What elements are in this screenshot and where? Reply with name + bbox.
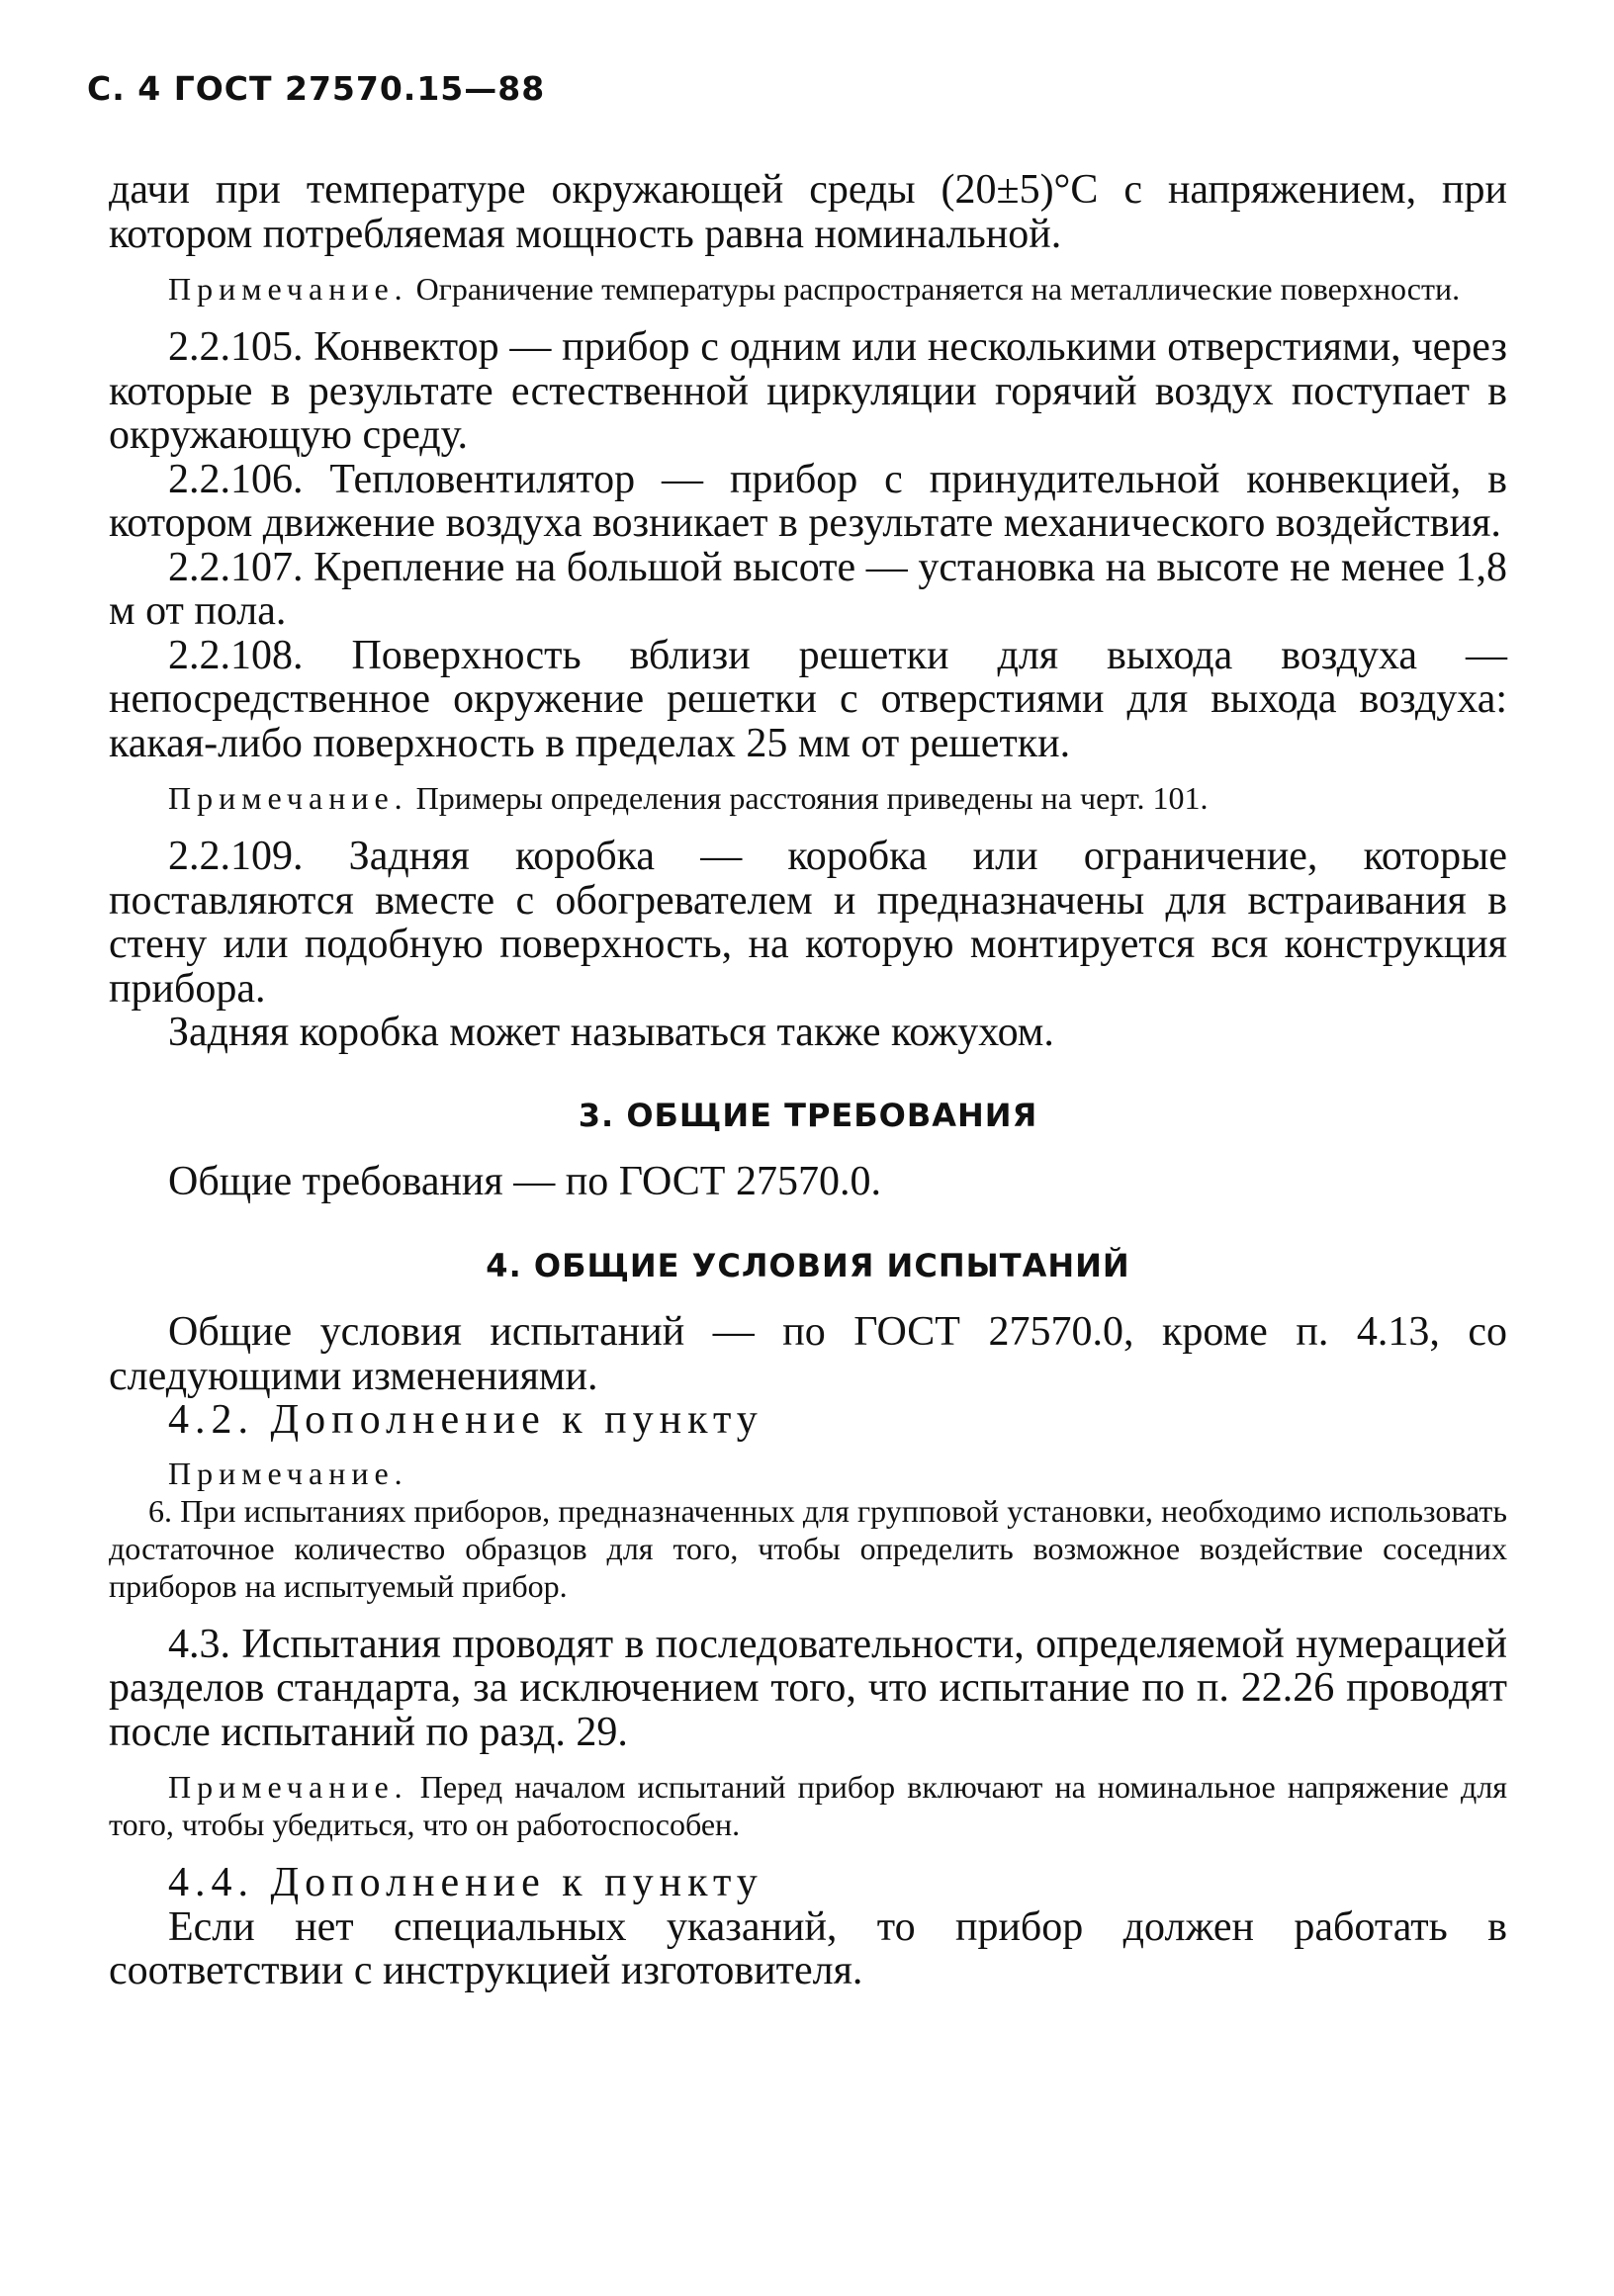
clause-2-2-109: 2.2.109. Задняя коробка — коробка или ограничение, которые поставляются вместе с обогревателем и предназначены для встраивания в стену или подобную поверхность, на которую монтируется вся конструкция прибора.	[109, 834, 1507, 1012]
section-4-heading: 4. ОБЩИЕ УСЛОВИЯ ИСПЫТАНИЙ	[486, 1247, 1130, 1284]
clause-4-4-text: Если нет специальных указаний, то прибор должен работать в соответствии с инструкцией изготовителя.	[109, 1903, 1507, 1993]
note-label: Примечание.	[168, 780, 408, 816]
clause-2-2-105: 2.2.105. Конвектор — прибор с одним или несколькими отверстиями, через которые в результате естественной циркуляции горячий воздух поступает в окружающую среду.	[109, 324, 1507, 458]
note-label: Примечание.	[168, 271, 408, 307]
note-text: Примеры определения расстояния приведены на черт. 101.	[407, 780, 1209, 816]
note-3-label: Примечание.	[168, 1455, 408, 1491]
note-text: Перед началом испытаний прибор включают на номинальное напряжение для того, чтобы убедиться, что он работоспособен.	[109, 1769, 1507, 1842]
clause-4-4-heading: 4.4. Дополнение к пункту	[168, 1860, 763, 1905]
paragraph-continuation: дачи при температуре окружающей среды (20±5)°С с напряжением, при котором потребляемая мощность равна номинальной.	[109, 167, 1507, 257]
page-header: С. 4 ГОСТ 27570.15—88	[87, 69, 546, 108]
note-label: Примечание.	[168, 1769, 408, 1805]
clause-4-3: 4.3. Испытания проводят в последовательности, определяемой нумерацией разделов стандарта, за исключением того, что испытание по п. 22.26 проводят после испытаний по разд. 29.	[109, 1621, 1507, 1755]
note-2	[109, 779, 1507, 817]
note-text: Ограничение температуры распространяется на металлические поверхности.	[407, 271, 1461, 307]
clause-2-2-109-continued: Задняя коробка может называться также кожухом.	[168, 1010, 1054, 1055]
section-3-heading: 3. ОБЩИЕ ТРЕБОВАНИЯ	[578, 1096, 1038, 1134]
clause-2-2-107: 2.2.107. Крепление на большой высоте — установка на высоте не менее 1,8 м от пола.	[109, 544, 1507, 634]
document-body	[109, 168, 1507, 1993]
note-4	[109, 1768, 1507, 1843]
note-1	[109, 270, 1507, 308]
clause-4-2-heading: 4.2. Дополнение к пункту	[168, 1397, 763, 1443]
clause-2-2-108: 2.2.108. Поверхность вблизи решетки для выхода воздуха — непосредственное окружение решетки с отверстиями для выхода воздуха: какая-либо поверхность в пределах 25 мм от решетки.	[109, 632, 1507, 766]
note-3-item-6: 6. При испытаниях приборов, предназначенных для групповой установки, необходимо использовать достаточное количество образцов для того, чтобы определить возможное воздействие соседних приборов на испытуемый прибор.	[109, 1492, 1507, 1604]
clause-2-2-106: 2.2.106. Тепловентилятор — прибор с принудительной конвекцией, в котором движение воздуха возникает в результате механического воздействия.	[109, 456, 1507, 546]
section-3-text: Общие требования — по ГОСТ 27570.0.	[168, 1158, 881, 1204]
section-4-text: Общие условия испытаний — по ГОСТ 27570.0, кроме п. 4.13, со следующими изменениями.	[109, 1309, 1507, 1399]
